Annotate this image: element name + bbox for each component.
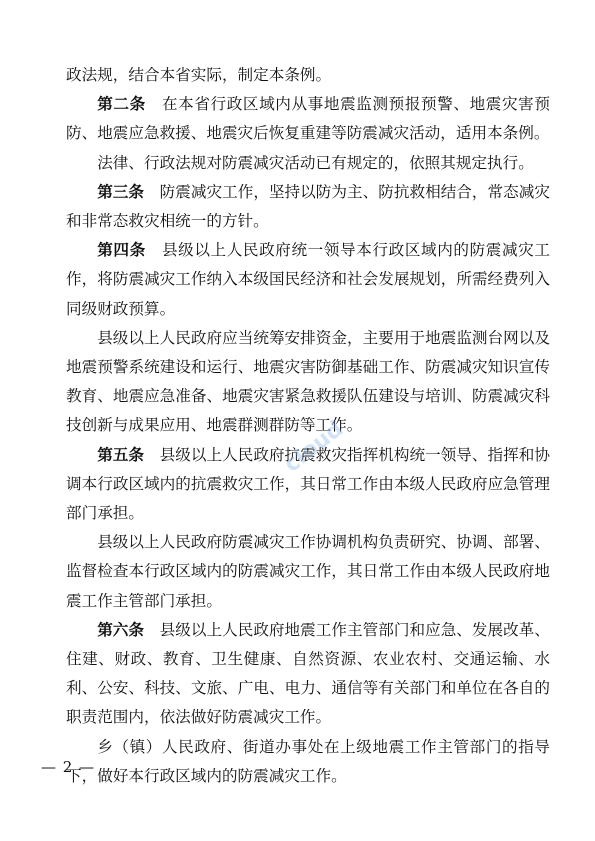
paragraph-text: 防震减灾工作，坚持以防为主、防抗救相结合，常态减灾和非常态救灾相统一的方针。: [66, 182, 550, 231]
paragraph: [66, 236, 550, 324]
article-number: 第五条: [97, 445, 145, 464]
paragraph-text: 县级以上人民政府地震工作主管部门和应急、发展改革、住建、财政、教育、卫生健康、自然资源、农业农村、交通运输、水利、公安、科技、文旅、广电、电力、通信等有关部门和单位在各自的职责范围内，依法做好防震减灾工作。: [66, 620, 550, 727]
paragraph-text: 在本省行政区域内从事地震监测预报预警、地震灾害预防、地震应急救援、地震灾后恢复重建等防震减灾活动，适用本条例。: [66, 95, 550, 143]
paragraph: [66, 616, 550, 733]
paragraph-text: 法律、行政法规对防震减灾活动已有规定的，依照其规定执行。: [97, 153, 534, 172]
paragraph-text: 县级以上人民政府防震减灾工作协调机构负责研究、协调、部署、监督检查本行政区域内的防震减灾工作，其日常工作由本级人民政府地震工作主管部门承担。: [66, 533, 550, 610]
article-number: 第二条: [97, 95, 146, 114]
paragraph: [66, 178, 550, 236]
paragraph: [66, 61, 550, 90]
article-number: 第六条: [97, 620, 145, 639]
paragraph: [66, 149, 550, 178]
watermark-text: cloud: [279, 416, 349, 478]
paragraph-text: 县级以上人民政府抗震救灾指挥机构统一领导、指挥和协调本行政区域内的抗震救灾工作，其日常工作由本级人民政府应急管理部门承担。: [66, 445, 550, 523]
paragraph: [66, 733, 550, 791]
document-body: [66, 61, 550, 791]
paragraph-text: 政法规，结合本省实际，制定本条例。: [66, 66, 332, 84]
paragraph-text: 乡（镇）人民政府、街道办事处在上级地震工作主管部门的指导下，做好本行政区域内的防震减灾工作。: [66, 737, 550, 785]
paragraph: [66, 441, 550, 529]
page-number: — 2 —: [41, 758, 96, 776]
paragraph-text: 县级以上人民政府应当统筹安排资金，主要用于地震监测台网以及地震预警系统建设和运行、地震灾害防御基础工作、防震减灾知识宣传教育、地震应急准备、地震灾害紧急救援队伍建设与培训、防震减灾科技创新与成果应用、地震群测群防等工作。: [66, 328, 550, 435]
paragraph-text: 县级以上人民政府统一领导本行政区域内的防震减灾工作，将防震减灾工作纳入本级国民经济和社会发展规划，所需经费列入同级财政预算。: [66, 241, 550, 318]
article-number: 第三条: [97, 182, 145, 201]
paragraph: [66, 90, 550, 148]
paragraph: [66, 528, 550, 616]
paragraph: [66, 324, 550, 441]
article-number: 第四条: [97, 241, 146, 260]
